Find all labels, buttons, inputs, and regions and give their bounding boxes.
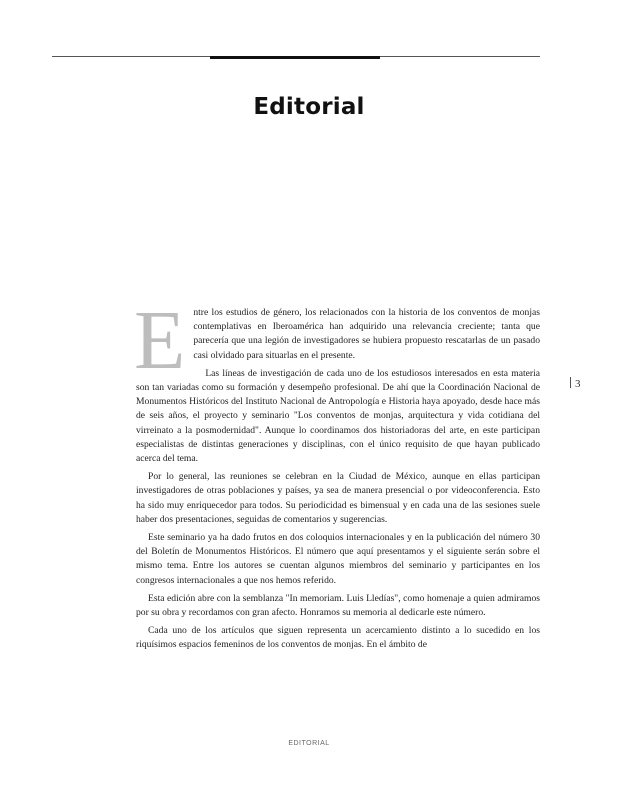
page-number: 3 — [575, 378, 581, 390]
article-body — [134, 294, 540, 657]
running-footer: EDITORIAL — [288, 740, 330, 747]
paragraph-4: Este seminario ya ha dado frutos en dos coloquios internacionales y en la publicación del número 30 del Boletín de Monumentos Históricos. El número que aquí presentamos y el siguiente serán sobre el mismo tema. Entre los autores se cuentan algunos miembros del seminario y participantes en los congresos internacionales a que nos hemos referido. — [136, 532, 540, 586]
paragraph-1 — [134, 294, 540, 387]
paragraph-5: Esta edición abre con la semblanza "In memoriam. Luis Lledías", como homenaje a quien admiramos por su obra y recordamos con gran afecto. Honramos su memoria al dedicarle este número. — [136, 592, 540, 619]
page-title: Editorial — [253, 94, 365, 120]
paragraph-3: Por lo general, las reuniones se celebran en la Ciudad de México, aunque en ellas participan investigadores de otras poblaciones y países, ya sea de manera presencial o por videoconferencia. Esto ha sido muy enriquecedor para todos. Su periodicidad es bimensual y en cada una de las sesiones suele haber dos presentaciones, seguidas de comentarios y sugerencias. — [136, 471, 540, 525]
paragraph-6: Cada uno de los artículos que siguen representa un acercamiento distinto a lo sucedido en los riquísimos espacios femeninos de los conventos de monjas. En el ámbito de — [136, 625, 540, 651]
paragraph-1-text: ntre los estudios de género, los relacionados con la historia de los conventos de monjas contemplativas en Iberoamérica han adquirido una relevancia creciente; tanta que parecería que una legión de investigadores se hubiera propuesto rescatarlas de un pasado casi olvidado para situarlas en el presente. — [193, 307, 540, 361]
drop-cap: E — [134, 294, 186, 387]
page-number-bar — [570, 377, 571, 388]
paragraph-2: Las líneas de investigación de cada uno de los estudiosos interesados en esta materia son tan variadas como su formación y desempeño profesional. De ahí que la Coordinación Nacional de Monumentos Históricos del Instituto Nacional de Antropología e Historia haya apoyado, desde hace más de seis años, el proyecto y seminario "Los conventos de monjas, arquitectura y vida cotidiana del virreinato a la posmodernidad". Aunque lo coordinamos dos historiadoras del arte, en este participan especialistas de distintas generaciones y disciplinas, con el único requisito de que hayan publicado acerca del tema. — [136, 367, 540, 465]
page-number-marker — [570, 377, 581, 390]
header-accent-bar — [210, 56, 380, 59]
